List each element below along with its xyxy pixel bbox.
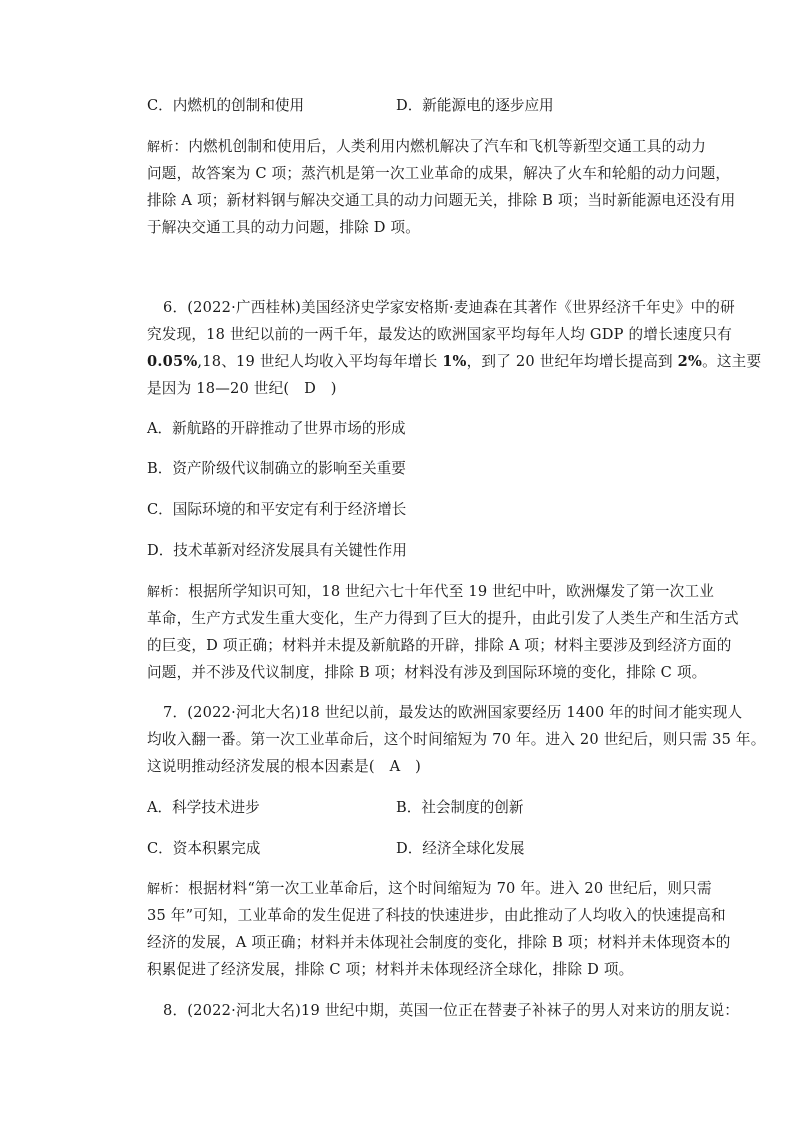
explanation-label: 解析 (147, 140, 174, 155)
q6-option-a: A．新航路的开辟推动了世界市场的形成 (147, 420, 406, 437)
q6-stem-line-1: 6．(2022·广西桂林)美国经济史学家安格斯·麦迪森在其著作《世界经济千年史》中的研 (163, 299, 735, 316)
q6-explanation-line-2: 革命，生产方式发生重大变化，生产力得到了巨大的提升，由此引发了人类生产和生活方式 (147, 610, 739, 627)
q6-explanation-line-1: 解析：根据所学知识可知，18 世纪六七十年代至 19 世纪中叶，欧洲爆发了第一次工业 (147, 583, 715, 600)
q6-explanation-line-3: 的巨变，D 项正确；材料并未提及新航路的开辟，排除 A 项；材料主要涉及到经济方面的 (147, 637, 732, 654)
explanation-label: 解析 (147, 882, 174, 897)
q7-option-d: D．经济全球化发展 (396, 840, 525, 857)
q7-explanation-line-3: 经济的发展，A 项正确；材料并未体现社会制度的变化，排除 B 项；材料并未体现资本的 (147, 934, 731, 951)
q6-stem-line-4: 是因为 18—20 世纪( D ) (147, 380, 337, 397)
q7-stem-line-3: 这说明推动经济发展的根本因素是( A ) (147, 758, 422, 775)
q6-stem-line-3: 0.05%,18、19 世纪人均收入平均每年增长 1%，到了 20 世纪年均增长提高到 2%。这主要 (147, 353, 762, 370)
q7-explanation-line-2: 35 年”可知，工业革命的发生促进了科技的快速进步，由此推动了人均收入的快速提高和 (147, 907, 726, 924)
q5-option-c: C．内燃机的创制和使用 (147, 97, 305, 114)
q5-option-d: D．新能源电的逐步应用 (396, 97, 554, 114)
q7-stem-line-2: 均收入翻一番。第一次工业革命后，这个时间缩短为 70 年。进入 20 世纪后，则只需 35 年。 (147, 731, 766, 748)
q7-option-b: B．社会制度的创新 (396, 799, 524, 816)
q7-explanation-line-1: 解析：根据材料“第一次工业革命后，这个时间缩短为 70 年。进入 20 世纪后，则只需 (147, 880, 712, 897)
q5-explanation-line-1: 解析：内燃机创制和使用后，人类利用内燃机解决了汽车和飞机等新型交通工具的动力 (147, 138, 706, 155)
q7-option-a: A．科学技术进步 (147, 799, 260, 816)
q7-stem-line-1: 7．(2022·河北大名)18 世纪以前，最发达的欧洲国家要经历 1400 年的时间才能实现人 (163, 704, 743, 721)
q6-stem-line-2: 究发现，18 世纪以前的一两千年，最发达的欧洲国家平均每年人均 GDP 的增长速度只有 (147, 326, 733, 343)
q5-explanation-line-4: 于解决交通工具的动力问题，排除 D 项。 (147, 219, 421, 236)
q7-option-c: C．资本积累完成 (147, 840, 261, 857)
q8-stem-line-1: 8．(2022·河北大名)19 世纪中期，英国一位正在替妻子补袜子的男人对来访的朋友说： (163, 1002, 740, 1019)
q6-explanation-line-4: 问题，并不涉及代议制度，排除 B 项；材料没有涉及到国际环境的变化，排除 C 项。 (147, 664, 707, 681)
explanation-label: 解析 (147, 585, 174, 600)
q6-option-b: B．资产阶级代议制确立的影响至关重要 (147, 460, 406, 477)
q5-explanation-line-3: 排除 A 项；新材料钢与解决交通工具的动力问题无关，排除 B 项；当时新能源电还没有用 (147, 192, 736, 209)
q6-option-d: D．技术革新对经济发展具有关键性作用 (147, 542, 407, 559)
q5-explanation-line-2: 问题，故答案为 C 项；蒸汽机是第一次工业革命的成果，解决了火车和轮船的动力问题， (147, 165, 731, 182)
q7-explanation-line-4: 积累促进了经济发展，排除 C 项；材料并未体现经济全球化，排除 D 项。 (147, 961, 634, 978)
q6-option-c: C．国际环境的和平安定有利于经济增长 (147, 501, 407, 518)
